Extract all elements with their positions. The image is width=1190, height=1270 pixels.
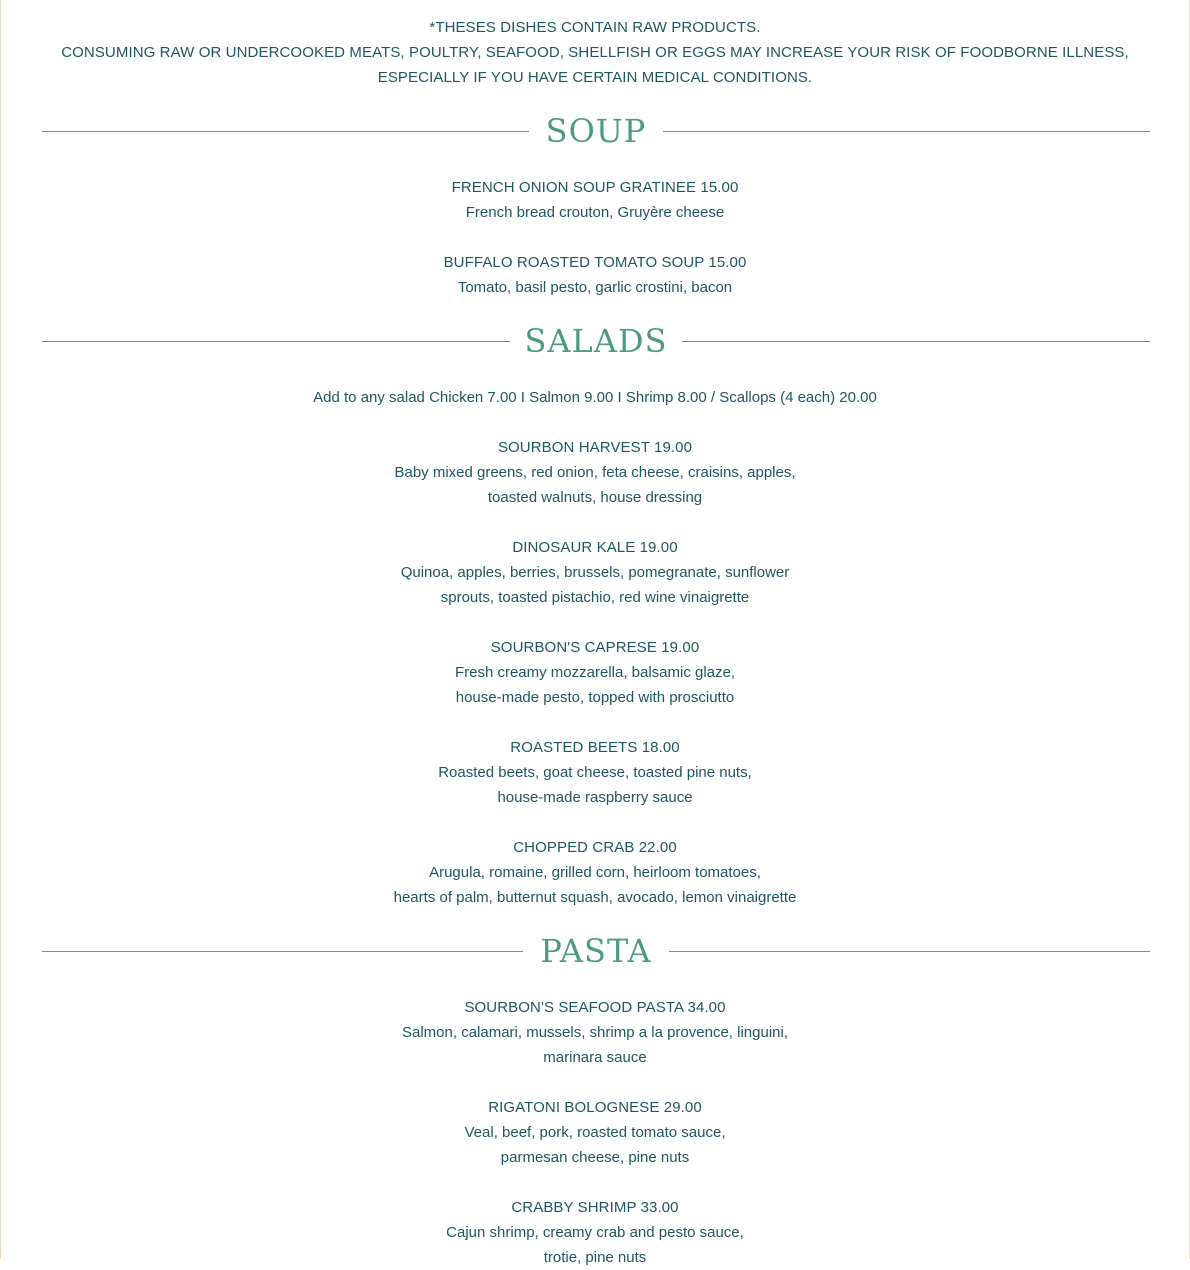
dish-name: CRABBY SHRIMP 33.00 <box>511 1199 679 1216</box>
dish-description: sprouts, toasted pistachio, red wine vinaigrette <box>440 589 750 606</box>
dish-name: ROASTED BEETS 18.00 <box>510 739 680 756</box>
dish-description: Salmon, calamari, mussels, shrimp a la provence, linguini, <box>402 1024 788 1041</box>
dish-description: Quinoa, apples, berries, brussels, pomegranate, sunflower <box>400 564 790 581</box>
dish-description: house-made raspberry sauce <box>497 789 693 806</box>
dish-name: FRENCH ONION SOUP GRATINEE 15.00 <box>451 179 739 196</box>
dish-description: Cajun shrimp, creamy crab and pesto sauce, <box>446 1224 744 1241</box>
soup-items <box>1 175 1189 300</box>
section-title-soup: SOUP <box>545 112 647 150</box>
dish-description: parmesan cheese, pine nuts <box>500 1149 690 1166</box>
pasta-items <box>1 995 1189 1270</box>
section-header-soup <box>42 111 1150 151</box>
section-title-pasta: PASTA <box>540 932 652 970</box>
dish-name: DINOSAUR KALE 19.00 <box>512 539 678 556</box>
section-title-salads: SALADS <box>524 322 668 360</box>
dish-name: SOURBON HARVEST 19.00 <box>497 439 693 456</box>
dish-name: CHOPPED CRAB 22.00 <box>513 839 677 856</box>
notice-line-1: *THESES DISHES CONTAIN RAW PRODUCTS. <box>429 19 761 36</box>
dish-description: trotie, pine nuts <box>543 1249 647 1266</box>
dish-description: hearts of palm, butternut squash, avocado, lemon vinaigrette <box>393 889 797 906</box>
dish-description: Veal, beef, pork, roasted tomato sauce, <box>464 1124 726 1141</box>
dish-description: Fresh creamy mozzarella, balsamic glaze, <box>454 664 736 681</box>
raw-food-notice <box>1 15 1189 90</box>
salad-addon-note: Add to any salad Chicken 7.00 I Salmon 9.00 I Shrimp 8.00 / Scallops (4 each) 20.00 <box>313 389 877 406</box>
dish-description: Roasted beets, goat cheese, toasted pine nuts, <box>438 764 752 781</box>
section-header-pasta <box>42 931 1150 971</box>
dish-name: SOURBON'S SEAFOOD PASTA 34.00 <box>464 999 726 1016</box>
dish-name: RIGATONI BOLOGNESE 29.00 <box>488 1099 702 1116</box>
notice-line-2: CONSUMING RAW OR UNDERCOOKED MEATS, POULTRY, SEAFOOD, SHELLFISH OR EGGS MAY INCREASE YOUR RISK OF FOODBORNE ILLNESS, <box>61 44 1129 61</box>
dish-name: SOURBON'S CAPRESE 19.00 <box>490 639 700 656</box>
dish-description: Tomato, basil pesto, garlic crostini, bacon <box>457 279 733 296</box>
dish-description: toasted walnuts, house dressing <box>487 489 703 506</box>
notice-line-3: ESPECIALLY IF YOU HAVE CERTAIN MEDICAL CONDITIONS. <box>377 69 813 86</box>
dish-description: marinara sauce <box>543 1049 647 1066</box>
dish-description: French bread crouton, Gruyère cheese <box>465 204 725 221</box>
dish-description: Arugula, romaine, grilled corn, heirloom tomatoes, <box>429 864 761 881</box>
dish-description: Baby mixed greens, red onion, feta cheese, craisins, apples, <box>394 464 796 481</box>
section-header-salads <box>42 321 1150 361</box>
dish-description: house-made pesto, topped with prosciutto <box>455 689 735 706</box>
salad-items <box>1 385 1189 910</box>
dish-name: BUFFALO ROASTED TOMATO SOUP 15.00 <box>443 254 747 271</box>
